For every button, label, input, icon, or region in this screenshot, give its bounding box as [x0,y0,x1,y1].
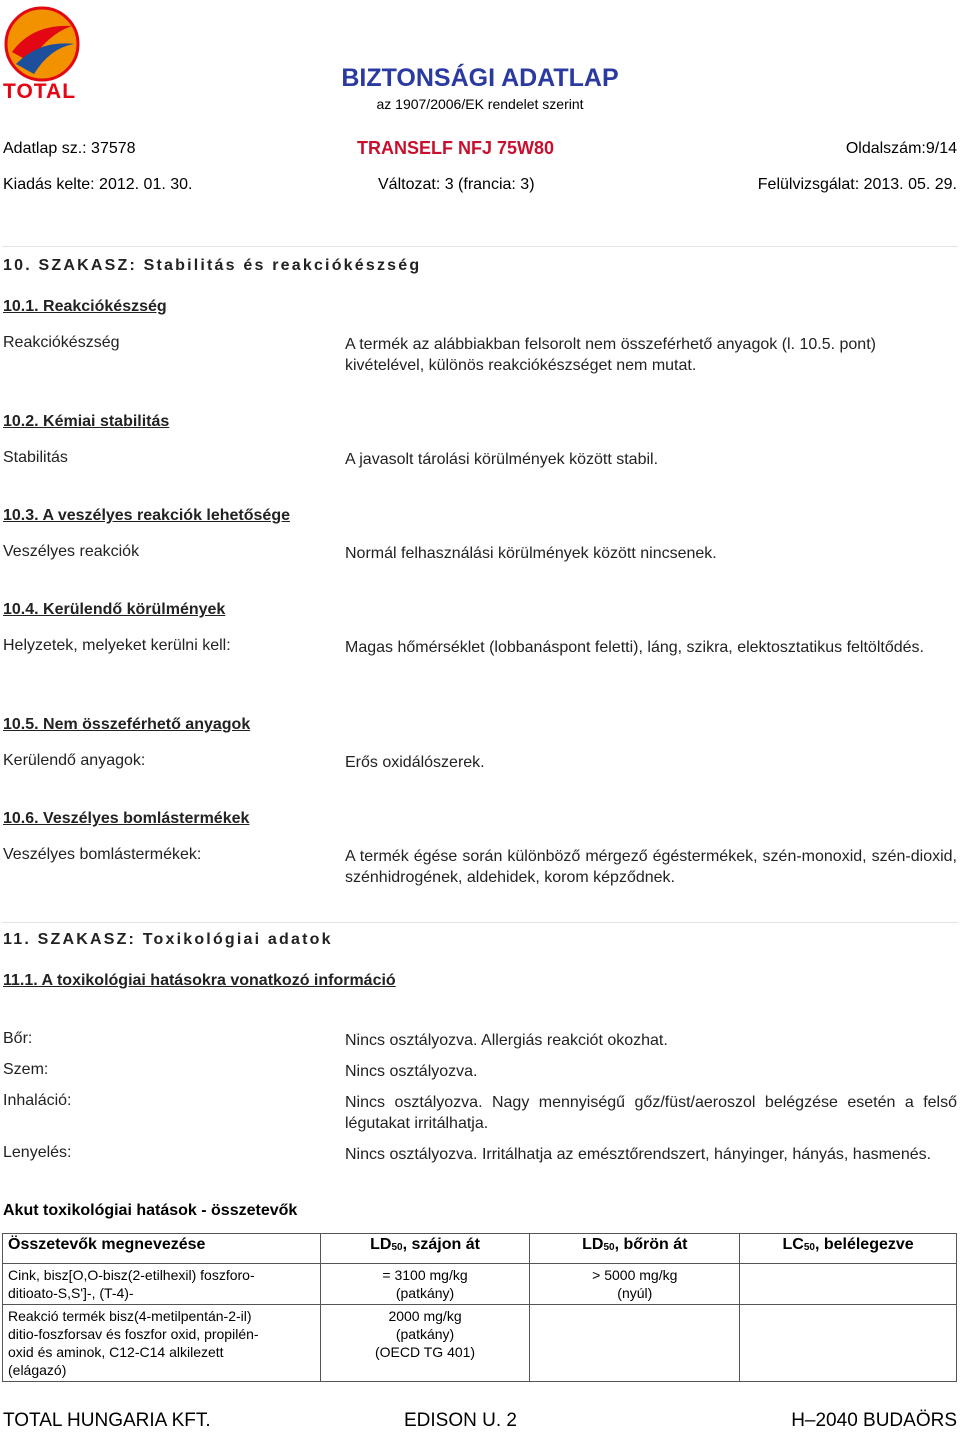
stability-value: A javasolt tárolási körülmények között stabil. [345,451,659,468]
conditions-to-avoid-label: Helyzetek, melyeket kerülni kell: [3,637,231,654]
skin-value: Nincs osztályozva. Allergiás reakciót okozhat. [345,1032,668,1049]
ingestion-label: Lenyelés: [3,1144,72,1161]
subsection-10-6-title: 10.6. Veszélyes bomlástermékek [3,810,250,827]
table-row [3,1305,957,1382]
inhalation-label: Inhaláció: [3,1092,72,1109]
acute-toxicity-title: Akut toxikológiai hatások - összetevők [3,1202,298,1219]
component-name-cell: Cink, bisz[O,O-bisz(2-etilhexil) foszforo- ditioato-S,S']-, (T-4)- [3,1264,321,1305]
version: Változat: 3 (francia: 3) [378,176,535,193]
column-header-ld50-oral: $LD_{50}$, szájon át [320,1234,530,1264]
subsection-10-4-title: 10.4. Kerülendő körülmények [3,601,226,618]
logo-text: TOTAL [3,80,77,103]
ld50-oral-cell: = 3100 mg/kg (patkány) [320,1264,530,1305]
decomposition-products-label: Veszélyes bomlástermékek: [3,846,202,863]
hazardous-reactions-value: Normál felhasználási körülmények között nincsenek. [345,545,717,562]
footer-company: TOTAL HUNGARIA KFT. [3,1410,211,1431]
acute-toxicity-table [2,1233,957,1382]
decomposition-products-value: A termék égése során különböző mérgező égéstermékek, szén-monoxid, szén-dioxid, szénhidrogének, aldehidek, korom képződnek. [345,848,957,886]
divider [2,246,958,247]
column-header-ld50-dermal: $LD_{50}$, bőrön át [530,1234,740,1264]
eye-value: Nincs osztályozva. [345,1063,478,1080]
inhalation-value: Nincs osztályozva. Nagy mennyiségű gőz/füst/aeroszol belégzése esetén a felső légutakat irritálhatja. [345,1094,957,1132]
hazardous-reactions-label: Veszélyes reakciók [3,543,140,560]
skin-label: Bőr: [3,1030,33,1047]
reactivity-value: A termék az alábbiakban felsorolt nem összeférhető anyagok (l. 10.5. pont) kivételével, különös reakciókészséget nem mutat. [345,336,876,374]
lc50-inhalation-cell [740,1305,957,1382]
product-name: TRANSELF NFJ 75W80 [357,138,555,158]
review-date: Felülvizsgálat: 2013. 05. 29. [757,176,957,193]
ld50-dermal-cell: > 5000 mg/kg (nyúl) [530,1264,740,1305]
subsection-10-1-title: 10.1. Reakciókészség [3,298,167,315]
column-header-component: Összetevők megnevezése [3,1234,321,1264]
lc50-inhalation-cell [740,1264,957,1305]
stability-label: Stabilitás [3,449,68,466]
subsection-10-5-title: 10.5. Nem összeférhető anyagok [3,716,251,733]
incompatible-materials-value: Erős oxidálószerek. [345,754,485,771]
ingestion-value: Nincs osztályozva. Irritálhatja az emésztőrendszert, hányinger, hányás, hasmenés. [345,1146,932,1163]
ld50-oral-cell: 2000 mg/kg (patkány) (OECD TG 401) [320,1305,530,1382]
table-row [3,1264,957,1305]
eye-label: Szem: [3,1061,49,1078]
document-subtitle: az 1907/2006/EK rendelet szerint [376,96,584,112]
incompatible-materials-label: Kerülendő anyagok: [3,752,146,769]
issue-date: Kiadás kelte: 2012. 01. 30. [3,176,193,193]
section-11-title: 11. SZAKASZ: Toxikológiai adatok [3,931,333,948]
divider [2,922,958,923]
footer-street: EDISON U. 2 [404,1410,517,1431]
column-header-lc50-inhalation: $LC_{50}$, belélegezve [740,1234,957,1264]
footer-city: H–2040 BUDAÖRS [791,1410,957,1431]
ld50-dermal-cell [530,1305,740,1382]
subsection-11-1-title: 11.1. A toxikológiai hatásokra vonatkozó információ [3,972,396,989]
page-number: Oldalszám:9/14 [845,140,957,157]
reactivity-label: Reakciókészség [3,334,120,351]
subsection-10-3-title: 10.3. A veszélyes reakciók lehetősége [3,507,290,524]
section-10-title: 10. SZAKASZ: Stabilitás és reakciókészség [3,257,422,274]
conditions-to-avoid-value: Magas hőmérséklet (lobbanáspont feletti), láng, szikra, elektosztatikus feltöltődés. [345,639,924,656]
sheet-number: Adatlap sz.: 37578 [3,140,136,157]
table-header-row [3,1234,957,1264]
subsection-10-2-title: 10.2. Kémiai stabilitás [3,413,170,430]
component-name-cell: Reakció termék bisz(4-metilpentán-2-il) ditio-foszforsav és foszfor oxid, propilén- oxid és aminok, C12-C14 alkilezett (elágazó) [3,1305,321,1382]
document-title: BIZTONSÁGI ADATLAP [341,64,619,92]
